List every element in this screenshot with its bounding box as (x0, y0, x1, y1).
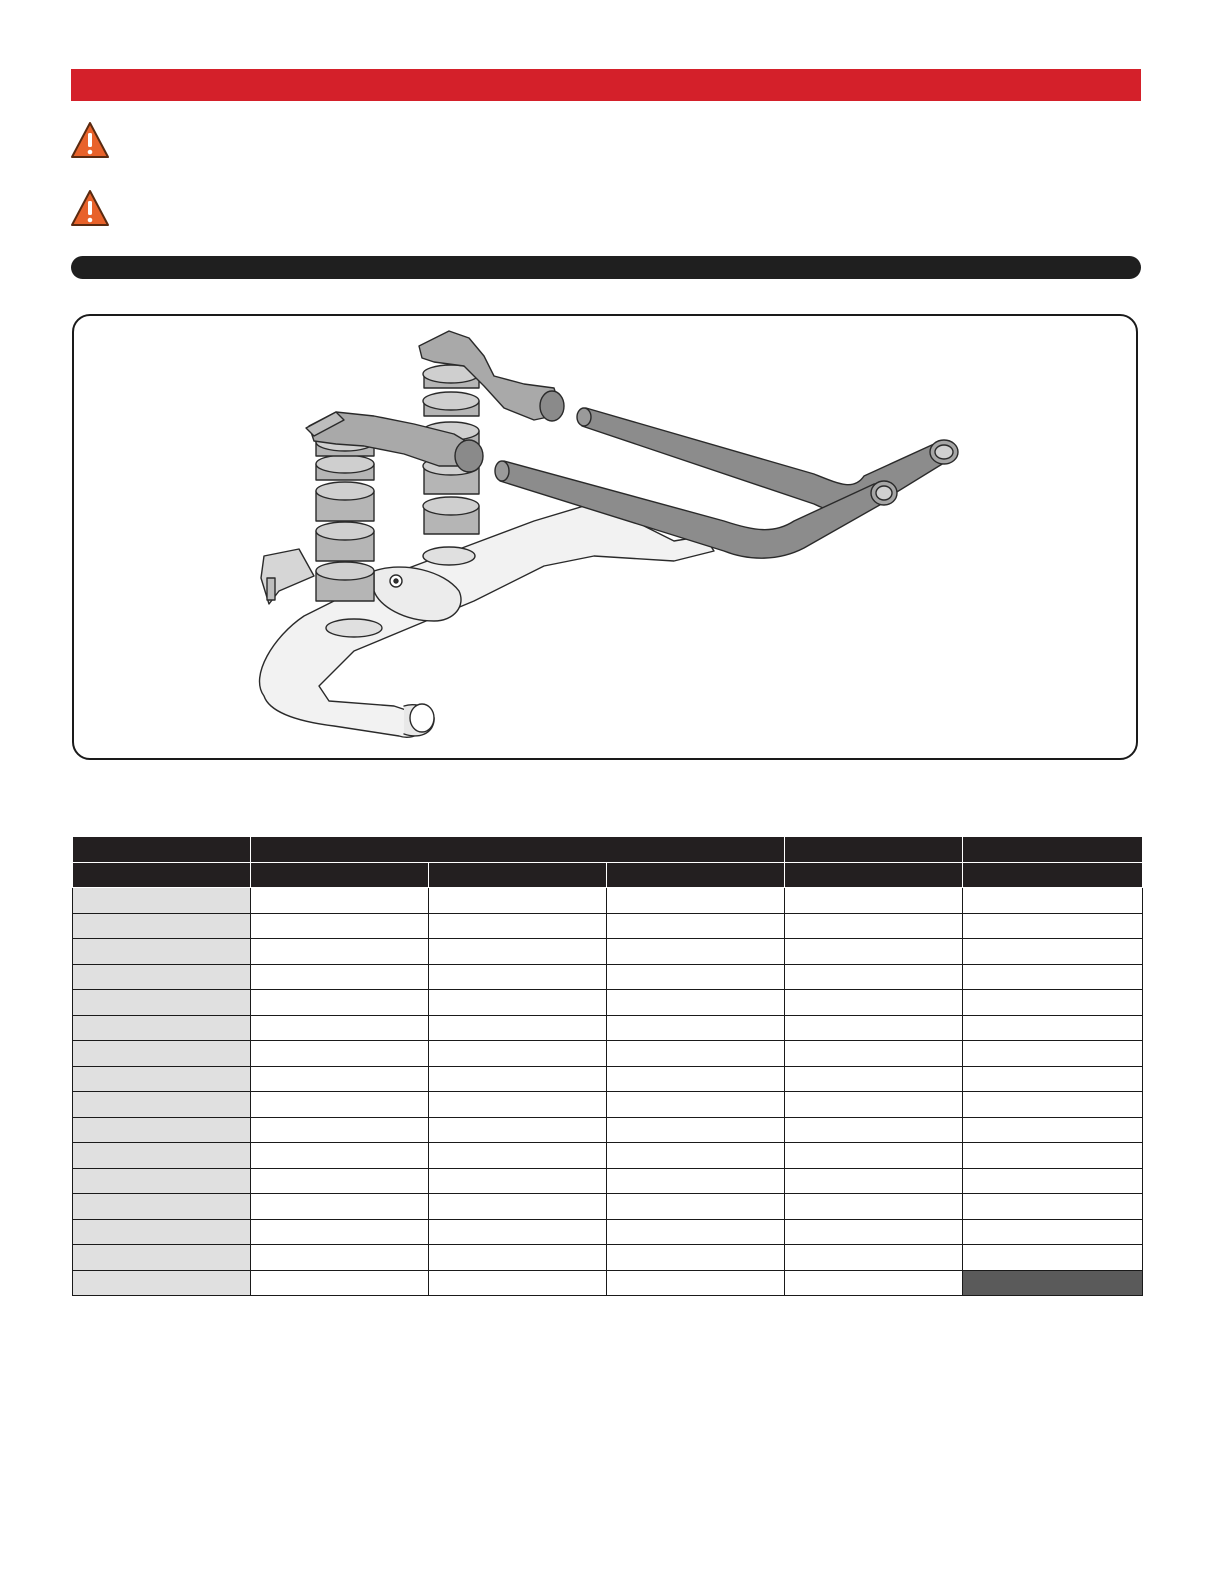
table-row (73, 939, 1143, 965)
table-sub-header (785, 862, 963, 888)
table-group-header (785, 837, 963, 863)
table-cell (607, 1117, 785, 1143)
table-cell (607, 888, 785, 914)
table-row (73, 1219, 1143, 1245)
table-row (73, 1041, 1143, 1067)
table-cell (251, 1041, 429, 1067)
table-cell (963, 1066, 1143, 1092)
table-cell (429, 1270, 607, 1296)
table-cell (607, 1015, 785, 1041)
table-cell (785, 1194, 963, 1220)
table-group-header-row (73, 837, 1143, 863)
table-cell (963, 1143, 1143, 1169)
table-row (73, 1015, 1143, 1041)
table-cell (963, 1168, 1143, 1194)
table-sub-header-row (73, 862, 1143, 888)
table-cell (251, 1092, 429, 1118)
table-row (73, 1270, 1143, 1296)
table-row (73, 913, 1143, 939)
table-cell (251, 939, 429, 965)
table-cell (607, 939, 785, 965)
aerobar-diagram (72, 314, 1138, 760)
table-cell (429, 1117, 607, 1143)
aerobar-exploded-illustration (74, 316, 1138, 760)
table-cell (963, 1015, 1143, 1041)
table-row-label (73, 1270, 251, 1296)
table-cell (607, 1168, 785, 1194)
table-sub-header (607, 862, 785, 888)
table-cell (963, 1245, 1143, 1271)
table-row (73, 1194, 1143, 1220)
table-group-header (73, 837, 251, 863)
table-cell (251, 964, 429, 990)
table-cell (785, 1219, 963, 1245)
table-cell (607, 1270, 785, 1296)
table-cell (429, 1219, 607, 1245)
table-row (73, 1168, 1143, 1194)
table-cell (785, 990, 963, 1016)
table-row (73, 1245, 1143, 1271)
table-row (73, 1092, 1143, 1118)
table-cell (785, 913, 963, 939)
table-cell (963, 1270, 1143, 1296)
table-cell (429, 1015, 607, 1041)
table-cell (251, 1066, 429, 1092)
table-row (73, 990, 1143, 1016)
table-cell (429, 1194, 607, 1220)
table-cell (429, 964, 607, 990)
table-cell (785, 1270, 963, 1296)
table-cell (251, 990, 429, 1016)
table-cell (963, 1117, 1143, 1143)
table-cell (429, 939, 607, 965)
table-cell (963, 1194, 1143, 1220)
table-row (73, 1143, 1143, 1169)
table-cell (785, 1015, 963, 1041)
table-cell (963, 939, 1143, 965)
table-row-label (73, 990, 251, 1016)
table-cell (785, 1066, 963, 1092)
table-cell (963, 1219, 1143, 1245)
table-cell (607, 1143, 785, 1169)
table-cell (785, 964, 963, 990)
table-cell (963, 1041, 1143, 1067)
table-sub-header (251, 862, 429, 888)
table-row-label (73, 913, 251, 939)
table-cell (785, 1143, 963, 1169)
table-cell (251, 1117, 429, 1143)
table-cell (251, 1194, 429, 1220)
table-row-label (73, 1041, 251, 1067)
table-row-label (73, 1194, 251, 1220)
table-cell (785, 1041, 963, 1067)
table-row-label (73, 1219, 251, 1245)
table-cell (607, 1245, 785, 1271)
table-row-label (73, 1143, 251, 1169)
table-cell (607, 990, 785, 1016)
table-row (73, 1066, 1143, 1092)
table-row (73, 964, 1143, 990)
table-cell (251, 1143, 429, 1169)
table-row-label (73, 888, 251, 914)
table-cell (607, 913, 785, 939)
table-cell (429, 1041, 607, 1067)
table-row-label (73, 1092, 251, 1118)
table-sub-header (963, 862, 1143, 888)
table-cell (429, 1168, 607, 1194)
table-row-label (73, 1245, 251, 1271)
table-cell (429, 1143, 607, 1169)
table-cell (607, 1041, 785, 1067)
table-cell (429, 1066, 607, 1092)
table-sub-header (73, 862, 251, 888)
table-cell (963, 888, 1143, 914)
table-cell (963, 990, 1143, 1016)
table-cell (251, 1219, 429, 1245)
table-cell (251, 1015, 429, 1041)
left-spacer-stack (316, 433, 374, 601)
table-cell (963, 1092, 1143, 1118)
table-cell (429, 913, 607, 939)
table-cell (251, 1270, 429, 1296)
table-group-header (251, 837, 785, 863)
header-bar (71, 69, 1141, 101)
table-cell (785, 1245, 963, 1271)
table-cell (963, 913, 1143, 939)
table-cell (607, 1092, 785, 1118)
table-cell (607, 1194, 785, 1220)
table-row (73, 1117, 1143, 1143)
warning-triangle-icon (70, 121, 110, 159)
table-sub-header (429, 862, 607, 888)
table-cell (785, 888, 963, 914)
table-cell (607, 1219, 785, 1245)
table-group-header (963, 837, 1143, 863)
table-row-label (73, 1168, 251, 1194)
table-cell (607, 1066, 785, 1092)
table-cell (785, 1168, 963, 1194)
warning-triangle-icon (70, 189, 110, 227)
table-cell (785, 1117, 963, 1143)
table-cell (251, 1168, 429, 1194)
table-cell (251, 888, 429, 914)
table-cell (429, 990, 607, 1016)
table-cell (251, 913, 429, 939)
table-cell (429, 1245, 607, 1271)
table-cell (963, 964, 1143, 990)
table-cell (251, 1245, 429, 1271)
section-bar (71, 256, 1141, 279)
spec-table (72, 836, 1143, 1296)
table-cell (785, 939, 963, 965)
table-cell (607, 964, 785, 990)
table-row-label (73, 1015, 251, 1041)
table-row (73, 888, 1143, 914)
table-cell (429, 888, 607, 914)
table-row-label (73, 964, 251, 990)
table-row-label (73, 1066, 251, 1092)
table-row-label (73, 939, 251, 965)
table-row-label (73, 1117, 251, 1143)
table-cell (785, 1092, 963, 1118)
table-cell (429, 1092, 607, 1118)
